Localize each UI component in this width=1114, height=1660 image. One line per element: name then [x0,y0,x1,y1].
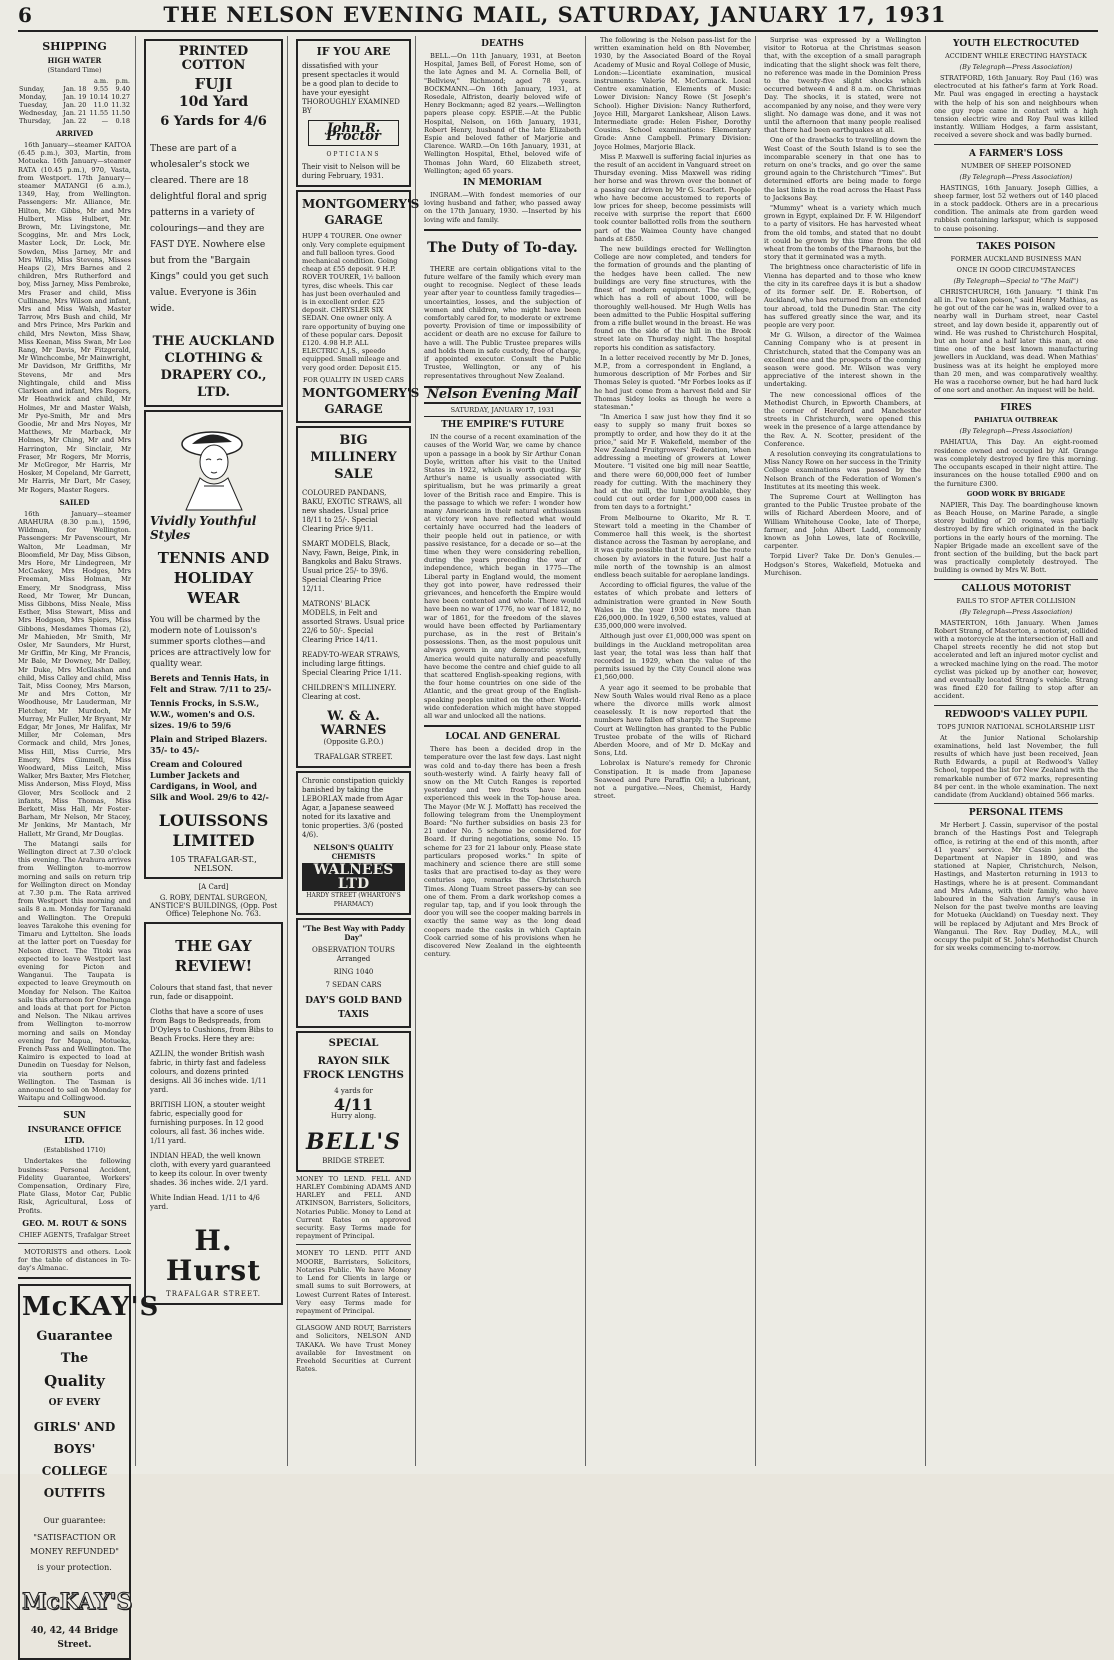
column-7: YOUTH ELECTROCUTED ACCIDENT WHILE ERECTING HAYSTACK (By Telegraph—Press Association) STRATFORD, 16th January. Roy Paul (16) was electrocuted at his father's farm at York Road. Mr. Paul was engaged in erecting a haystack with the help of his son and neighbours when one guy rope came in contact with a high tension electric wire and Roy Paul was killed instantly. William Hodges, a farm assistant, received a severe shock and was badly burned. A FARMER'S LOSS NUMBER OF SHEEP POISONED (By Telegraph—Press Association) HASTINGS, 16th January. Joseph Gillies, a sheep farmer, lost 52 wethers out of 140 placed in a stock paddock. Others are in a precarious condition. The animals ate from garden weed rubbish containing larkspur, which is supposed to cause poisoning. TAKES POISON FORMER AUCKLAND BUSINESS MAN ONCE IN GOOD CIRCUMSTANCES (By Telegraph—Special to "The Mail") CHRISTCHURCH, 16th January. "I think I'm all in. I've taken poison," said Henry Mathias, as he got out of the car he was in, walked over to a nearby wall in Durham street, near Castel street, and lay down beside it, apparently out of wind. He was rushed to Christchurch Hospital, but an hour and a half later this man, at one time one of the best known manufacturing jewellers in Auckland, was dead. When Mathias' business was at its height he employed more than 20 men, and was comparatively wealthy. He was a racehorse owner, but he had hard luck of one sort and another. An inquest will be held. FIRES PAHIATUA OUTBREAK (By Telegraph—Press Association) PAHIATUA, This Day. An eight-roomed residence owned and occupied by Alf. Grange was completely destroyed by fire this morning. The occupants escaped in their night attire. The insurances on the house totalled £900 and on the furniture £300. GOOD WORK BY BRIGADE NAPIER, This Day. The boardinghouse known as Beach House, on Marine Parade, a single storey building of 20 rooms, was partially destroyed by fire which originated in the back portions in the early hours of the morning. The Napier Brigade made an excellent save of the front section of the building, but the back part was practically completely destroyed. The building is owned by Mrs W. Bott. CALLOUS MOTORIST FAILS TO STOP AFTER COLLISION (By Telegraph—Press Association) MASTERTON, 16th January. When James Robert Strang, of Masterton, a motorist, collided with a motorcycle at the intersection of Hall and Chapel streets recently he did not stop but accelerated and left an injured motor cyclist and a wrecked machine lying on the road. The motor cyclist was picked up by another car, however, and eventually located Strang's vehicle. Strang was fined £20 for failing to stop after an accident. REDWOOD'S VALLEY PUPIL TOPS JUNIOR NATIONAL SCHOLARSHIP LIST At the Junior National Scholarship examinations, held last November, the full results of which have just been received, Jean Ruth Edwards, a pupil at Redwood's Valley School, topped the list for New Zealand with the remarkable number of 672 marks, representing 84 per cent. in the whole examination. The next candidate (from Auckland) obtained 566 marks. PERSONAL ITEMS Mr Herbert J. Cassin, supervisor of the postal branch of the Hastings Post and Telegraph office, is retiring at the end of this month, after 41 years' service. Mr Cassin joined the Department at Napier in 1890, and was stationed at Napier, Christchurch, Nelson, Hastings, and Masterton returning in 1913 to Hastings, where he is at present. Commandant and Mrs Adams, with their family, who have laboured in the Salvation Army's cause in Nelson for the past twelve months are leaving for Motueka (Auckland) on Tuesday next. They will be replaced by Adjutant and Mrs Brock of Wanganui. The Rev. Ray Dudley, M.A., will occupy the pulpit of St. John's Methodist Church for six weeks commencing to-morrow. [934,39,1098,953]
hurst-name: H. Hurst [165,1223,262,1287]
news-paragraph: A year ago it seemed to be probable that New South Wales would rival Reno as a place where the divorce mills work almost ceaselessly. It is now reported that the numbers have fallen off sharply. The Supreme Court at Wellington has granted to the Public Trustee probate of the wills of Richard Aberden Moore, and of Mr D. McKay and Sons, Ltd. [594,683,751,758]
youth-electrocuted-heading: YOUTH ELECTROCUTED [952,39,1080,49]
sun-title: SUN [63,1111,86,1122]
masthead [18,2,1098,32]
fires-heading: FIRES [1000,403,1032,414]
motorists-note: MOTORISTS and others. Look for the table of distances in To-day's Almanac. [18,1247,131,1273]
tide-row: Sunday, Jan. 18 9.55 9.40 [19,85,130,93]
arrived-text: 16th January—steamer KAITOA (6.45 p.m.), 303, Martin, from Motueka. 16th January—steamer RATA (10.45 p.m.), 970, Vasta, from Westport. 17th January—steamer MATANGI (6 a.m.), 1349, Hay, from Wellington. Passengers: Mr. Alliance, Mr. Hilton, Mr. Gibbs, Mr and Mrs Hulbert, Miss Hulbert, Mr. Brown, Mr. Livingstone, Mr. Scoggins, Mr. and Mrs Lock, Master Lock, Dr. Lock, Mr. Sowden, Miss Jarney, Mr and Mrs Wills, Miss Stevens, Misses Heaps (2), Mrs Barnes and 2 children, Mrs Rutherford and boy, Miss Jarney, Miss Pembroke, Mrs Fraser and child, Miss Cullinane, Mrs Wilson and infant, Mrs and Miss Walsh, Master Tarrow, Mrs Bush and child, Mr and Mrs Prince, Mrs Parkin and child, Mrs Newton, Miss Shaw, Miss Keenan, Miss Swan, Mr Lee Rang, Mr Davis, Mr Fitzgerald, Mr Winchcombe, Mr Mainwright, Mr Davidson, Mr Griffiths, Mr Stevens, Mr and Mrs Nightingale, child and Miss Clarkson and infant, Mrs Rogers, Mr Heathwick and child, Mr Holmes, Mr and Master Walsh, Mr Pye-Smith, Mr and Mrs Goodie, Mr and Mrs Noyes, Mr Matthews, Mr Marback, Mr Holmes, Mr Ching, Mr and Mrs Harrington, Mr Sinclair, Mr Fraser, Mr Rogers, Mr Morris, Mr McGregor, Mr Harris, Mr Hosker, M Copeland, Mr Garrett, Mr Harris, Mr Dart, Mr Casey, Mr Rogers, Master Rogers. [18,141,131,494]
news-paragraph: Mr G. Wilson, a director of the Waimea Canning Company who is at present in Christchurch, stated that the Company was an excellent one and the prospects of the coming season were good. Mr. Wilson was very appreciative of the interest shown in the undertaking. [764,331,921,389]
mckays-address: 40, 42, 44 Bridge Street. [30,1626,119,1651]
duty-text: THERE are certain obligations vital to the future welfare of the family which every man ought to recognise. Neglect of these leads year after year to countless family tragedies—uncertainties, losses, and the subjection of women and children, who might have been comfortably cared for, to moderate or extreme poverty. Provision of time or impossibility of accident or death are no excuse for failure to have a will. The Public Trustee prepares wills and holds them in safe custody, free of charge, if appointed executor. Consult the Public Trustee, Wellington, or any of his representatives throughout New Zealand. [424,264,581,380]
lady-in-hat-illustration [164,420,264,510]
column-3 [292,36,420,1466]
column-2: PRINTED COTTON FUJI 10d Yard 6 Yards for 4/6 These are part of a wholesaler's stock we cleared. There are 18 delightful floral and sprig patterns in a variety of colourings—and they are FAST DYE. Nowhere else but from the "Bargain Kings" could you get such value. Everyone is 36in wide. THE AUCKLAND CLOTHING & DRAPERY CO., LTD. Vividly Youthful Styles TENNIS AND HOLIDAY WEAR You will be charmed by the modern note of Louisson's summer sports clothes—and prices are attractively low for quality wear. Berets and Tennis Hats, in Felt and Straw. 7/11 to 25/- Tennis Frocks, in S.S.W., W.W., women's and O.S. sizes. 19/6 to 59/6 Plain and Striped Blazers. 35/- to 45/- Cream and Coloured Lumber Jackets and Cardigans, in Wool, and Silk and Wool. 29/6 to 42/- LOUISSONS LIMITED 105 TRAFALGAR-ST., NELSON. [A Card] G. ROBY, DENTAL SURGEON, ANSTICE'S BUILDINGS, (Opp. Post Office) Telephone No. 763. THE GAY REVIEW! Colours that stand fast, that never run, fade or disappoint. Cloths that have a score of uses from Bags to Bedspreads, from D'Oyleys to Cushions, from Bibs to Beach Frocks. Here they are: AZLIN, the wonder British wash fabric, in thirty fast and fadeless colours, and dozens printed designs. All 36 inches wide. 1/11 yard. BRITISH LION, a stouter weight fabric, especially good for furnishing purposes. In 12 good colours, all fast. 36 inches wide. 1/11 yard. INDIAN HEAD, the well known cloth, with every yard guaranteed to keep its colour. In over twenty shades. 36 inches wide. 2/1 yard. White Indian Head. 1/11 to 4/6 yard. H. Hurst TRAFALGAR STREET. [140,36,288,1466]
personal-items-heading: PERSONAL ITEMS [968,808,1064,819]
local-general-text: There has been a decided drop in the temperature over the last few days. Last night was cold and to-day there has been a fresh south-westerly wind. A fairly heavy fall of snow on the Mt Cutch Ranges is reported yesterday and two frosts have been experienced this week in the Top-house area. The Mayor (Mr W. J. Moffatt) has received the following telegram from the Unemployment Board: "No further subsidies on basis 23 for 21 under No. 5 scheme be considered for Board. If during negotiations, some No. 15 scheme for 23 for 21 labour only. Please state particulars proposed works." In spite of machinery and science there are still some tasks that are practised to-day as they were centuries ago, remarks the Christchurch Times. Along Tuam Street passers-by can see one of them. From a dark workshop comes a regular tap, tap, and if you look through the door you will see the cooper making barrels in exactly the same way as the long dead coopers made the casks in which Captain Cook carried some of his provisions when he discovered New Zealand in the eighteenth century. [424,745,581,959]
proctor-logo: John R. Proctor [308,120,399,146]
sailed-heading: SAILED [59,497,90,507]
tide-row: Wednesday, Jan. 21 11.55 11.50 [19,109,130,117]
sun-agents-sub: CHIEF AGENTS, Trafalgar Street [19,1230,130,1239]
local-general-heading: LOCAL AND GENERAL [445,732,560,743]
tide-row: Thursday, Jan. 22 — 0.18 [19,117,130,125]
paper-date: SATURDAY, JANUARY 17, 1931 [424,406,581,417]
standard-time: (Standard Time) [47,66,102,74]
farmers-loss-heading: A FARMER'S LOSS [968,148,1064,159]
news-paragraph: In a letter received recently by Mr D. Jones, M.P., from a correspondent in England, a humorous description of Mr Forbes and Sir Thomas Seley is quoted. "Mr Forbes looks as if he had just come from a harvest field and Sir Thomas Sidey looks as though he were a statesman." [594,353,751,411]
news-paragraph: "Mummy" wheat is a variety which much grown in Egypt, explained Dr. F. W. Hilgendorf to a party of visitors. He has harvested wheat from the old tombs, and stated that no doubt it could be grown by this time from the old wheat from the tombs of the Pharaohs, but the story that it germinated was a myth. [764,204,921,262]
louissons-ad: Vividly Youthful Styles TENNIS AND HOLIDAY WEAR You will be charmed by the modern note of Louisson's summer sports clothes—and prices are attractively low for quality wear. Berets and Tennis Hats, in Felt and Straw. 7/11 to 25/- Tennis Frocks, in S.S.W., W.W., women's and O.S. sizes. 19/6 to 59/6 Plain and Striped Blazers. 35/- to 45/- Cream and Coloured Lumber Jackets and Cardigans, in Wool, and Silk and Wool. 29/6 to 42/- LOUISSONS LIMITED 105 TRAFALGAR-ST., NELSON. [144,410,283,879]
sun-agents: GEO. M. ROUT & SONS [22,1217,127,1228]
tide-header-am: a.m. [93,77,109,85]
high-water-heading: HIGH WATER [47,56,102,65]
news-paragraph: Although just over £1,000,000 was spent on buildings in the Auckland metropolitan area last year, the total was less than half that recorded in 1929, when the value of the permits issued by the City Council alone was £1,560,000. [594,632,751,682]
news-paragraph: Torpid Liver? Take Dr. Don's Genules.—Hodgson's Stores, Wakefield, Motueka and Murchison. [764,552,921,577]
sun-established: (Established 1710) [43,1146,106,1155]
sun-subtitle: INSURANCE OFFICE LTD. [27,1124,122,1146]
money-to-lend-1: MONEY TO LEND. FELL AND HARLEY Combining ADAMS AND HARLEY and FELL AND ATKINSON, Barristers, Solicitors, Notaries Public. Money to Lend at Current Rates on approved security. Easy Terms made for repayment of Principal. [296,1174,411,1241]
empire-text: IN the course of a recent examination of the causes of the World War, we came by chance upon a passage in a book by Sir Arthur Conan Doyle, written after his visit to the United States in 1922, which is worth quoting. Sir Arthur's name is usually associated with spiritualism, but he was primarily a great lover of the British race and Empire. This is the passage to which we refer: I wonder how many Americans in their natural enthusiasm at victory won have reflected what would certainly have occurred had the leaders of their people held out in patience, or with passive resistance, for a decade or so—at the time when they were considering rebellion, during the years preceding the war of independence, which began in 1775—The Liberal party in England would, the moment they got into power, have redressed their grievances, and henceforth the Empire would have been contented and whole. There would have been no war of 1776, no war of 1812, no war of 1861, for the freedom of the slaves would have been effected by Parliamentary purchase, as in the rest of Britain's possessions. Then, as the most populous unit always govern in any democratic system, America would quite naturally and peacefully have become the centre and chief guide to all that scattered English-speaking regions, with the four home countries on one side of the Atlantic, and the great group of the English-speaking peoples united on the other. World-wide confederation which might have stopped all war and unlocked all the nations. [424,433,581,721]
news-paragraph: Surprise was expressed by a Wellington visitor to Rotorua at the Christmas season that, with the exception of a small paragraph indicating that the slight shock was felt there, no reference was made in the Dominion Press to the twenty-five slight shocks which occurred between 4 and 8 a.m. on Christmas Day. The shocks, it is stated, were not accompanied by any noise, and they were very slight. No damage was done, and it was not until the afternoon that many people realised that there had been earthquakes at all. [764,36,921,135]
auckland-clothing-name: THE AUCKLAND CLOTHING & DRAPERY CO., LTD. [152,334,275,400]
memoriam-text: INGRAM.—With fondest memories of our loving husband and father, who passed away on the 17th January, 1930. —Inserted by his loving wife and family. [424,191,581,224]
memoriam-heading: IN MEMORIAM [463,178,542,189]
news-paragraph: The new buildings erected for Wellington College are now completed, and tenders for the formation of grounds and the planting of the hedges have been called. The new buildings are very fine structures, with the finest of modern equipment. The college, which has a roll of about 1000, will be thoroughly well-housed. Mr Hugh Wells has been admitted to the Public Hospital suffering from a rifle bullet wound in the breast. He was found on the side of the hill in the Brook street late on Thursday night. The hospital reports his condition as satisfactory. [594,245,751,352]
sailed-text: 16th January—steamer ARAHURA (8.30 p.m.), 1596, Wildman, for Wellington. Passengers: Mr Pavenscourt, Mr Walton, Mr Leadman, Mr Bloomfield, Mr Day, Miss Gibson, Mrs Hore, Mr Lindegreen, Mr McCaskey, Mrs Hodges, Mrs Freeman, Miss Holman, Mr Emery, Mr Snodgrass, Miss Reed, Mr Tower, Mr Duncan, Miss Gibbons, Miss Neale, Miss Esther, Miss Stewart, Miss and Mrs Hodgson, Mrs Spiers, Miss Gibbons, Mesdames Thomas (2), Mr Mahieden, Mr Smith, Mr Osler, Mr Saunders, Mr Hurst, Mr Griffin, Mr King, Mr Francis, Mr Bale, Mr Downey, Mr Dalley, Mr Duke, Mrs McGlashan and child, Miss Calley and child, Miss Tait, Miss Cooney, Mrs Marson, Mr and Mrs Cotton, Mr Woodhouse, Mr Lauderman, Mr Fletcher, Mr Murdoch, Mr Murray, Mr Fuller, Mr Bryant, Mr Edgar, Mr Jones, Mr Halifax, Mr Miller, Mr Coleman, Mrs Cormack and child, Mrs Jones, Miss Hill, Miss Currie, Mrs Emery, Mrs Gimmell, Miss Woodward, Miss Leitch, Miss Walker, Mrs Baxter, Mrs Fletcher, Miss Anderson, Miss Floyd, Miss Glover, Mrs Scollock and 2 infants, Miss Thomas, Miss Berkett, Miss Hall, Mr Foster-Barham, Mr Nelson, Mr Stacey, Mr Jenkins, Mr Mantach, Mr Hallett, Mr Grand, Mr Douglas. [18,509,131,838]
money-to-lend-2: MONEY TO LEND. PITT AND MOORE, Barristers, Solicitors, Notaries Public. We have Money to Lend for Clients in large or small sums to suit Borrowers, at Lowest Current Rates of Interest. Very easy Terms made for repayment of Principal. [296,1249,411,1315]
millinery-ad: BIG MILLINERY SALE COLOURED PANDANS, BAKU, EXOTIC STRAWS, all new shades. Usual price 18/11 to 25/-. Special Clearing Price 9/11. SMART MODELS, Black, Navy, Fawn, Beige, Pink, in Bangkoks and Baku Straws. Usual price 25/- to 39/6. Special Clearing Price 12/11. MATRONS' BLACK MODELS, in Felt and assorted Straws. Usual price 22/6 to 50/-. Special Clearing Price 14/11. READY-TO-WEAR STRAWS, including large fittings. Special Clearing Price 1/11. CHILDREN'S MILLINERY. Clearing at cost. W. & A. WARNES (Opposite G.P.O.) TRAFALGAR STREET. [296,426,411,768]
gay-review-ad: THE GAY REVIEW! Colours that stand fast, that never run, fade or disappoint. Cloths that have a score of uses from Bags to Bedspreads, from D'Oyleys to Cushions, from Bibs to Beach Frocks. Here they are: AZLIN, the wonder British wash fabric, in thirty fast and fadeless colours, and dozens printed designs. All 36 inches wide. 1/11 yard. BRITISH LION, a stouter weight fabric, especially good for furnishing purposes. In 12 good colours, all fast. 36 inches wide. 1/11 yard. INDIAN HEAD, the well known cloth, with every yard guaranteed to keep its colour. In over twenty shades. 36 inches wide. 2/1 yard. White Indian Head. 1/11 to 4/6 yard. H. Hurst TRAFALGAR STREET. [144,922,283,1305]
column-6 [760,36,926,1466]
dentist-card: G. ROBY, DENTAL SURGEON, ANSTICE'S BUILDINGS, (Opp. Post Office) Telephone No. 763. [149,894,278,919]
warnes-name: W. & A. WARNES [320,708,387,738]
news-paragraph: The following is the Nelson pass-list for the written examination held on 8th November, 1930, by the Associated Board of the Royal Academy of Music and Royal College of Music, London:—Licentiate examination, musical instruments: Valerie M. McCormack. Local Centre examination, Elements of Music: Lower Division: Nancy Rowe (St Joseph's School). Higher Division: Nancy Rutherford, Joyce Hill, Margaret Lankshear, Alison Laws. Intermediate grade: Helen Fisher, Dorothy Cousins. School examinations: Elementary Grade: Anne Campbell. Primary Division: Joyce Holmes, Marjorie Black. [594,36,751,151]
shipping-notes: The Matangi sails for Wellington direct at 7.30 o'clock this evening. The Arahura arrives from Wellington to-morrow morning and sails on return trip for Wellington direct on Monday at 7.30 p.m. The Rata arrived from Westport this morning and sails 8 a.m. Monday for Taranaki and Wellington. The Orepuki leaves Tarakohe this evening for Timaru and Lyttelton. She loads at the latter port on Tuesday for Nelson direct. The Titoki was expected to leave Westport last evening for Picton and Wanganui. The Taupata is expected to leave Greymouth on Monday for Nelson. The Kaitoa sails this afternoon for Onehunga and loads at that port for Picton and Nelson. The Nikau arrives from Wellington to-morrow morning and sails on Monday evening for Mapua, Motueka, French Pass and Wellington. The Kaimiro is expected to load at Dunedin on Tuesday for Nelson, via southern ports and Wellington. The Tasman is announced to sail on Monday for Waitapu and Collingwood. [18,839,131,1103]
sun-text: Undertakes the following business: Personal Accident, Fidelity Guarantee, Workers' Compensation, Ordinary Fire, Plate Glass, Motor Car, Public Risk, Agricultural, Loss of Profits. [18,1157,131,1215]
news-paragraph: Lobrolax is Nature's remedy for Chronic Constipation. It is made from Japanese Seaweed and Pure Paraffin Oil; a lubricant, not a purgative.—Nees, Chemist, Hardy street. [594,759,751,801]
news-paragraph: One of the drawbacks to travelling down the West Coast of the South Island is to see the incomparable scenery in that one has to return on one's tracks, and go over the same ground again to the Christchurch "Times". But determined efforts are being made to forge the last links in the road across the Haast Pass to Jacksons Bay. [764,136,921,202]
tide-row: Tuesday, Jan. 20 11.0 11.32 [19,101,130,109]
walnees-logo: WALNEES LTD [302,863,405,891]
mckays-logo: McKAY'S [22,1589,133,1616]
newspaper-title: THE NELSON EVENING MAIL, SATURDAY, JANUARY 17, 1931 [163,2,947,27]
louissons-address: 105 TRAFALGAR-ST., NELSON. [170,855,257,873]
tide-header-pm: p.m. [115,77,130,85]
news-paragraph: The new concessional offices of the Methodist Church, in Epworth Chambers, at the corner of Hereford and Manchester streets in Christchurch, were opened this week in the presence of a large attendance by the Rev. A. N. Scotter, president of the Conference. [764,390,921,448]
shipping-heading: SHIPPING [42,40,107,53]
takes-poison-heading: TAKES POISON [976,241,1056,252]
optician-ad: IF YOU ARE dissatisfied with your present spectacles it would be a good plan to decide to have your eyesight THOROUGHLY EXAMINED BY John R. Proctor OPTICIANS Their visit to Nelson will be during February, 1931. [296,39,411,187]
deaths-text: BELL.—On 11th January, 1931, at Beeton Hospital, James Bell, of Forest Home, son of the late Agnes and M. A. Cornelia Bell, of "Bellview," Richmond; aged 78 years. BOCKMANN.—On 16th January, 1931, at Rosedale, Alfriston, dearly beloved wife of Henry Bockmann; aged 82 years.—Wellington papers please copy. ESPIE.—At the Public Hospital, Nelson, on 16th January, 1931, Robert Henry, husband of the late Elizabeth Espie and beloved father of Marjorie and Clarence. WARD.—On 16th January, 1931, at Wellington Hospital, Ethel, beloved wife of Thomas John Ward, 60 Elizabeth street, Wellington; aged 65 years. [424,52,581,175]
page-number: 6 [18,3,32,27]
empire-title: THE EMPIRE'S FUTURE [441,420,564,431]
money-to-lend-3: GLASGOW AND ROUT, Barristers and Solicitors, NELSON AND TAKAKA. We have Trust Money available for Investment on Freehold Securities at Current Rates. [296,1324,411,1374]
news-paragraph: Miss P. Maxwell is suffering facial injuries as the result of an accident in Vanguard street on Thursday evening. Miss Maxwell was riding her horse and was thrown over the bonnet of a passing car driven by Mr G. Scarlett. People who have become accustomed to reports of low prices for sheep, become pessimists will receive with surprise the report that £600 took counter ballotted rolls from the southern part of the Waimea County have changed hands at £850. [594,152,751,243]
montgomerys-garage-ad: MONTGOMERY'S GARAGE HUPP 4 TOURER. One owner only. Very complete equipment and full balloon tyres. Good mechanical condition. Going cheap at £55 deposit. 9 H.P. ROVER TOURER, 1½ balloon tyres, disc wheels. This car has just been overhauled and is in excellent order. £25 deposit. CHRYSLER SIX SEDAN. One owner only. A rare opportunity of buying one of these popular cars. Deposit £120. 4.98 H.P. ALL ELECTRIC A.J.S., speedo equipped. Small mileage and very good order. Deposit £15. FOR QUALITY IN USED CARS MONTGOMERY'S GARAGE [296,190,411,422]
printed-cotton-ad: PRINTED COTTON FUJI 10d Yard 6 Yards for 4/6 These are part of a wholesaler's stock we cleared. There are 18 delightful floral and sprig patterns in a variety of colourings—and they are FAST DYE. Nowhere else but from the "Bargain Kings" could you get such value. Everyone is 36in wide. THE AUCKLAND CLOTHING & DRAPERY CO., LTD. [144,39,283,407]
mckays-name: McKAY'S [22,1292,160,1323]
column-5 [590,36,756,1466]
news-paragraph: The brightness once characteristic of life in Vienna has departed and to those who knew the city in its carefree days it is but a shadow of its former self. Dr. E. Robertson, of Auckland, who has returned from an extended tour abroad, told the Dunedin Star. The city has suffered greatly since the war, and its people are very poor. [764,263,921,329]
news-paragraph: From Melbourne to Okarito, Mr R. T. Stewart told a meeting in the Chamber of Commerce hall this week, is the shortest distance across the Tasman by aeroplane, and it was quite possible that it would be the route chosen by aviators in the future. Just half a mile north of the township is an almost endless beach suitable for aeroplane landings. [594,513,751,579]
tide-table [18,77,131,125]
news-paragraph: A resolution conveying its congratulations to Miss Nancy Rowe on her success in the Trinity College examinations was passed by the Nelson Branch of the Federation of Women's Institutes at its meeting this week. [764,449,921,491]
news-paragraph: According to official figures, the value of the estates of which probate and letters of administration were granted in New South Wales in the year 1930 was more than £26,000,000. In 1929, 6,500 estates, valued at £35,000,000 were involved. [594,581,751,631]
redwoods-valley-heading: REDWOOD'S VALLEY PUPIL [944,709,1088,720]
tide-row: Monday, Jan. 19 10.14 10.27 [19,93,130,101]
bells-rayon-ad: SPECIAL RAYON SILK FROCK LENGTHS 4 yards for 4/11 Hurry along. BELL'S BRIDGE STREET. [296,1031,411,1172]
taxi-ad: "The Best Way with Paddy Day" OBSERVATION TOURS Arranged RING 1040 7 SEDAN CARS DAY'S GOLD BAND TAXIS [296,918,411,1028]
paper-nameplate: Nelson Evening Mail [424,386,581,404]
news-paragraph: "In America I saw just how they find it so easy to supply so many fruit boxes so promptly to order, and how they do it at the price," said Mr F. Wakefield, member of the New Zealand Fruitgrowers' Federation, when addressing a meeting of growers at Lower Moutere. "I visited one big mill near Seattle, and there were 60,000,000 feet of lumber ready for cutting. With the machinery they had at the mill, the lumber available, they could cut out order for 1,000,000 cases in from ten days to a fortnight." [594,413,751,512]
column-4 [420,36,586,1466]
bells-logo: BELL'S [306,1128,401,1155]
callous-motorist-heading: CALLOUS MOTORIST [961,583,1071,594]
deaths-heading: DEATHS [481,39,524,49]
duty-title: The Duty of To-day. [427,239,578,256]
chemist-ad: Chronic constipation quickly banished by taking the LEBORLAX made from Agar Agar, a Japanese seaweed noted for its laxative and tonic properties. 3/6 (posted 4/6). NELSON'S QUALITY CHEMISTS WALNEES LTD HARDY STREET (WHARTON'S PHARMACY) [296,771,411,915]
column-1 [18,36,160,1651]
arrived-heading: ARRIVED [55,129,94,138]
mckays-ad: McKAY'S Guarantee The Quality OF EVERY GIRLS' AND BOYS' COLLEGE OUTFITS Our guarantee: "SATISFACTION OR MONEY REFUNDED" is your protection. McKAY'S 40, 42, 44 Bridge Street. [18,1284,131,1660]
news-paragraph: The Supreme Court at Wellington has granted to the Public Trustee probate of the wills of Richard Aberdeen Moore, and of William Whitehouse Cooke, late of Thorpe, farmer, and John Albert Ladd, commonly known as John Lowes, late of Rockville, carpenter. [764,492,921,551]
louissons-name: LOUISSONS LIMITED [158,811,269,850]
